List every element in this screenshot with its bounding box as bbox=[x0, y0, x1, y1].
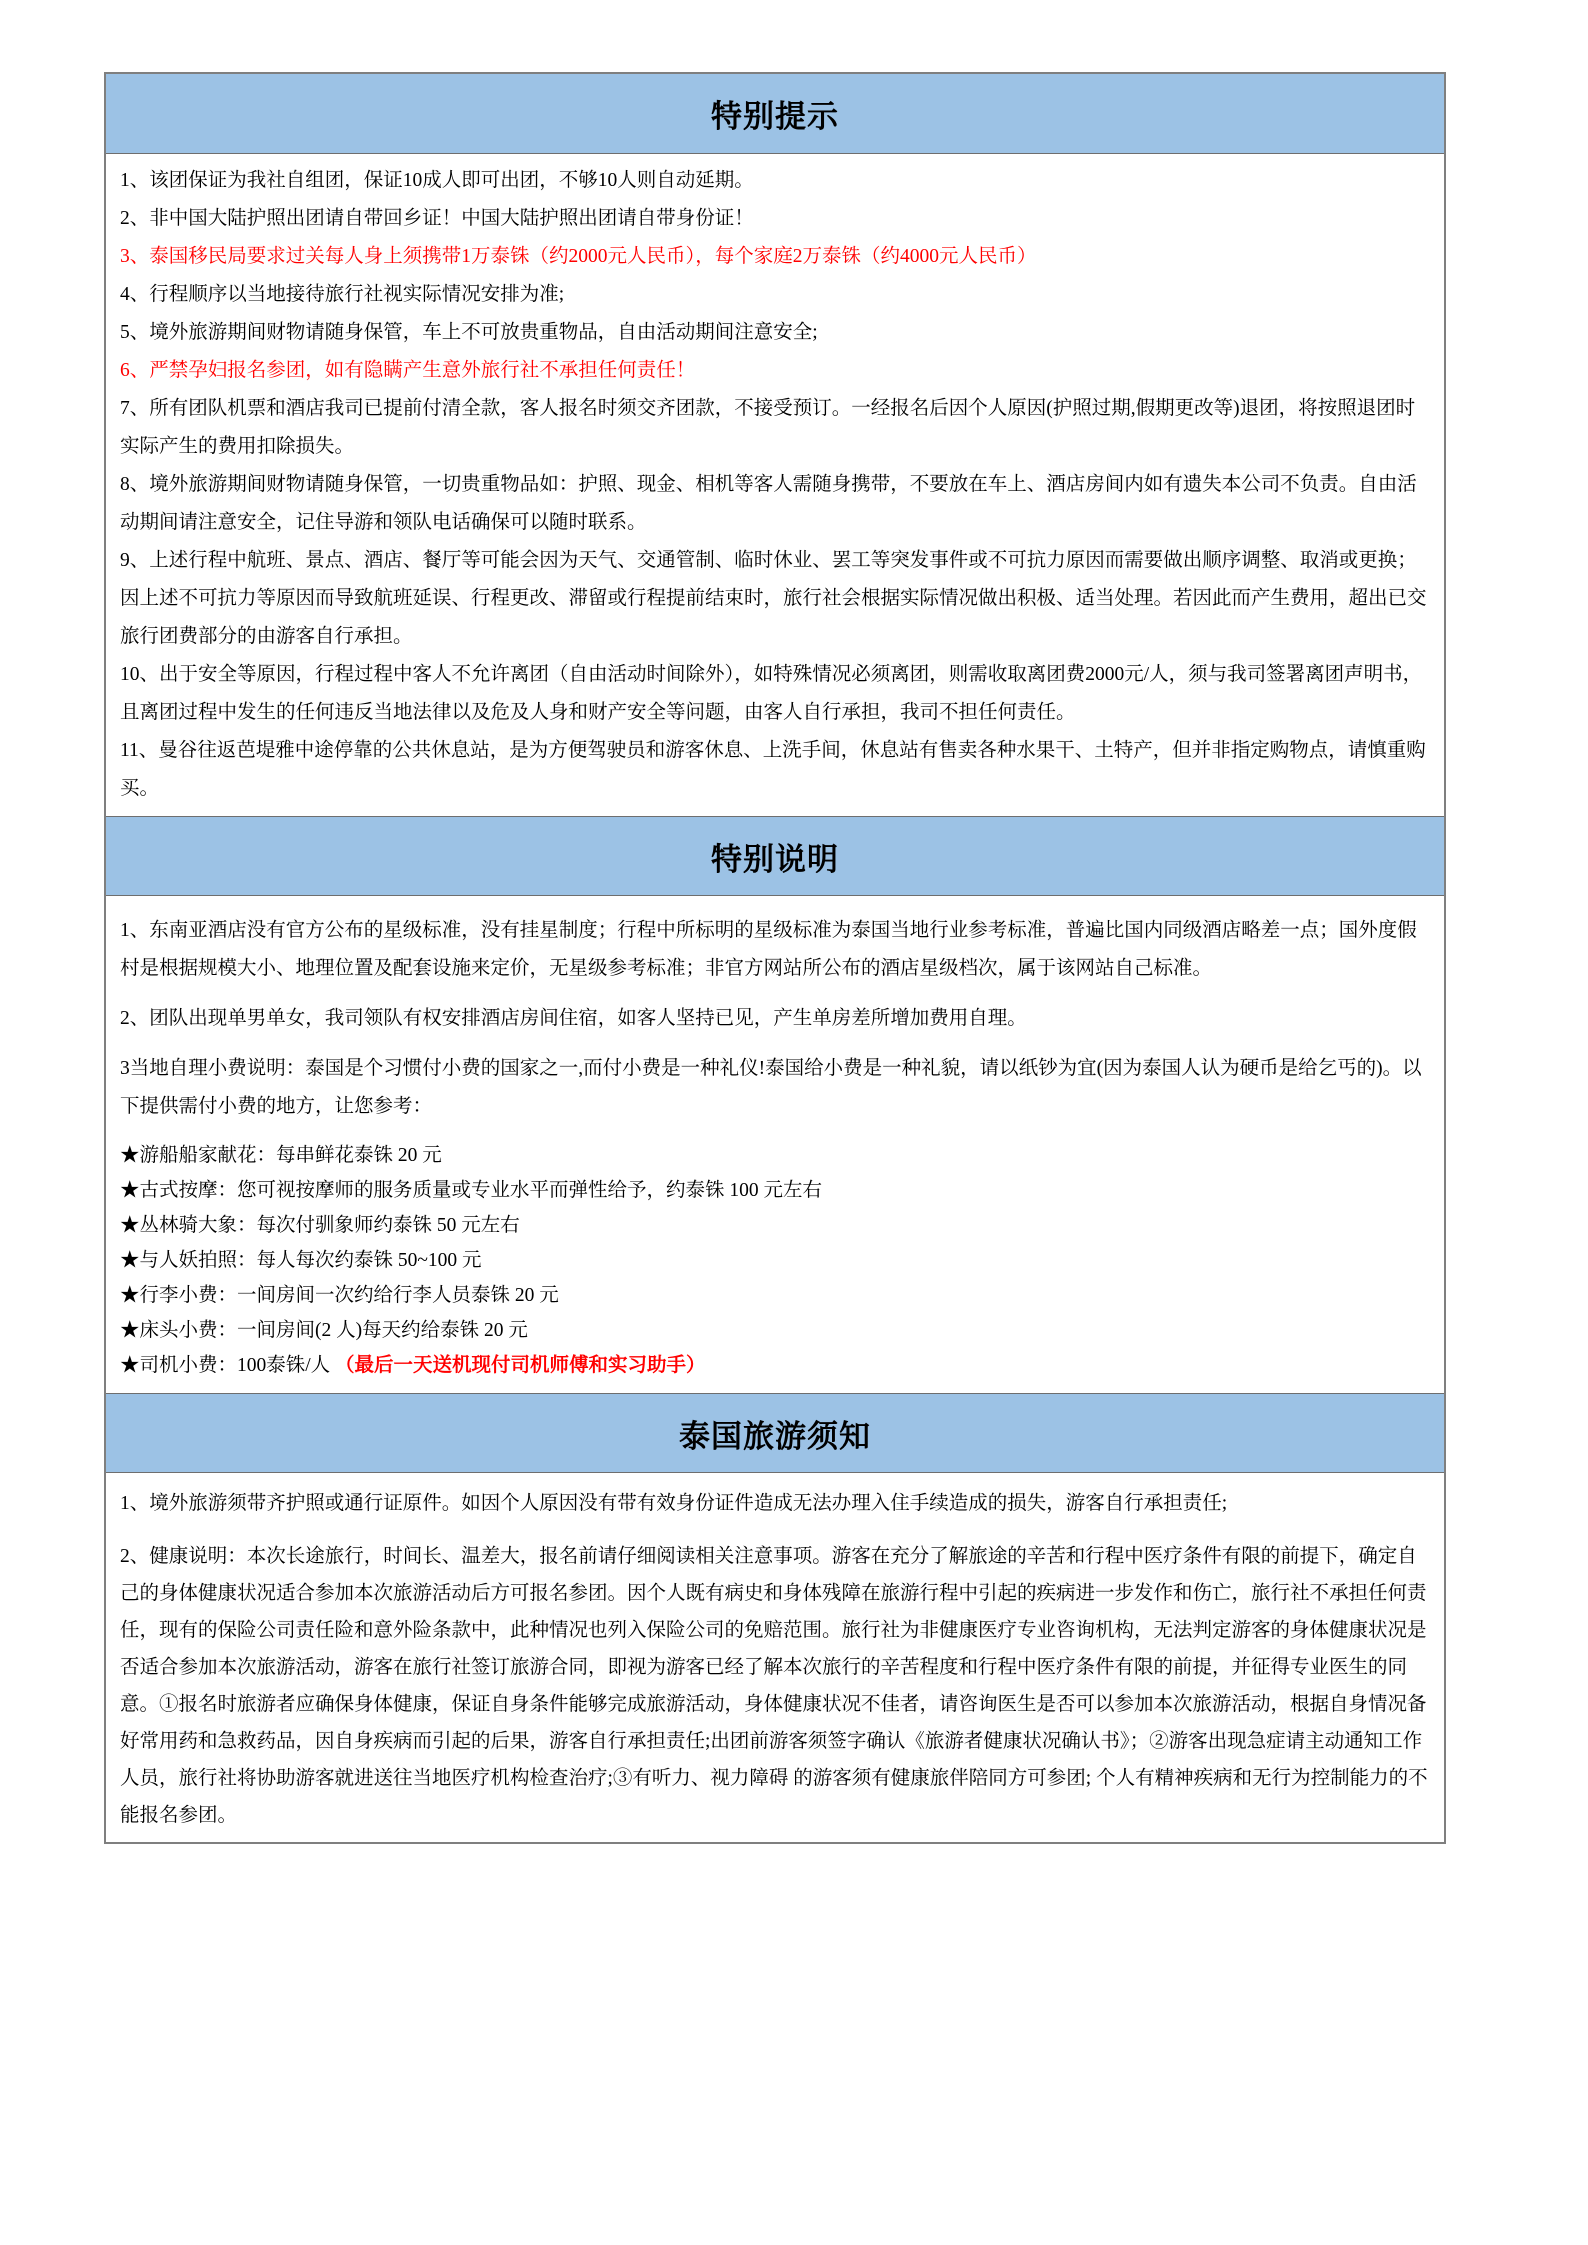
section-header-special-explanation bbox=[106, 816, 1444, 896]
paragraph bbox=[120, 466, 1428, 542]
paragraph bbox=[120, 1485, 1428, 1522]
text-segment: 11、曼谷往返芭堤雅中途停靠的公共休息站，是为方便驾驶员和游客休息、上洗手间，休息站有售卖各种水果干、土特产，但并非指定购物点，请慎重购买。 bbox=[120, 740, 1426, 799]
section-body-special-notice bbox=[106, 154, 1444, 816]
text-segment: ★司机小费：100泰铢/人 bbox=[120, 1355, 336, 1376]
paragraph bbox=[120, 1138, 1428, 1173]
section-header-thailand-travel-notes bbox=[106, 1393, 1444, 1473]
text-segment: 2、团队出现单男单女，我司领队有权安排酒店房间住宿，如客人坚持已见，产生单房差所增加费用自理。 bbox=[120, 1008, 1027, 1029]
paragraph bbox=[120, 542, 1428, 656]
text-segment: 9、上述行程中航班、景点、酒店、餐厅等可能会因为天气、交通管制、临时休业、罢工等突发事件或不可抗力原因而需要做出顺序调整、取消或更换；因上述不可抗力等原因而导致航班延误、行程更改、滞留或行程提前结束时，旅行社会根据实际情况做出积极、适当处理。若因此而产生费用，超出已交旅行团费部分的由游客自行承担。 bbox=[120, 550, 1427, 647]
section-header-special-notice bbox=[106, 74, 1444, 154]
paragraph bbox=[120, 1050, 1428, 1126]
text-segment: ★床头小费：一间房间(2 人)每天约给泰铢 20 元 bbox=[120, 1320, 528, 1341]
text-segment: 1、该团保证为我社自组团，保证10成人即可出团，不够10人则自动延期。 bbox=[120, 170, 754, 191]
section-title: 特别说明 bbox=[711, 841, 839, 877]
section-title: 泰国旅游须知 bbox=[679, 1418, 871, 1454]
text-segment: 2、非中国大陆护照出团请自带回乡证！中国大陆护照出团请自带身份证！ bbox=[120, 208, 754, 229]
paragraph bbox=[120, 238, 1428, 276]
notice-table bbox=[104, 72, 1446, 1844]
text-segment: 10、出于安全等原因，行程过程中客人不允许离团（自由活动时间除外），如特殊情况必须离团，则需收取离团费2000元/人，须与我司签署离团声明书，且离团过程中发生的任何违反当地法律以及危及人身和财产安全等问题，由客人自行承担，我司不担任何责任。 bbox=[120, 664, 1423, 723]
section-title: 特别提示 bbox=[711, 99, 839, 134]
text-segment: ★游船船家献花：每串鲜花泰铢 20 元 bbox=[120, 1145, 442, 1166]
paragraph bbox=[120, 732, 1428, 808]
text-segment: 1、东南亚酒店没有官方公布的星级标准，没有挂星制度；行程中所标明的星级标准为泰国当地行业参考标准，普遍比国内同级酒店略差一点；国外度假村是根据规模大小、地理位置及配套设施来定价，无星级参考标准；非官方网站所公布的酒店星级档次，属于该网站自己标准。 bbox=[120, 920, 1417, 979]
paragraph bbox=[120, 390, 1428, 466]
text-segment: 3当地自理小费说明：泰国是个习惯付小费的国家之一,而付小费是一种礼仪!泰国给小费是一种礼貌，请以纸钞为宜(因为泰国人认为硬币是给乞丐的)。以下提供需付小费的地方，让您参考： bbox=[120, 1058, 1422, 1117]
paragraph bbox=[120, 1278, 1428, 1313]
paragraph bbox=[120, 1208, 1428, 1243]
paragraph bbox=[120, 1538, 1428, 1834]
paragraph bbox=[120, 912, 1428, 988]
paragraph bbox=[120, 314, 1428, 352]
paragraph bbox=[120, 1000, 1428, 1038]
paragraph bbox=[120, 200, 1428, 238]
text-segment: ★与人妖拍照：每人每次约泰铢 50~100 元 bbox=[120, 1250, 482, 1271]
text-segment: 8、境外旅游期间财物请随身保管，一切贵重物品如：护照、现金、相机等客人需随身携带，不要放在车上、酒店房间内如有遗失本公司不负责。自由活动期间请注意安全，记住导游和领队电话确保可以随时联系。 bbox=[120, 474, 1417, 533]
text-segment: 1、境外旅游须带齐护照或通行证原件。如因个人原因没有带有效身份证件造成无法办理入住手续造成的损失，游客自行承担责任; bbox=[120, 1493, 1228, 1514]
text-segment: ★行李小费：一间房间一次约给行李人员泰铢 20 元 bbox=[120, 1285, 559, 1306]
text-segment: 2、健康说明：本次长途旅行，时间长、温差大，报名前请仔细阅读相关注意事项。游客在充分了解旅途的辛苦和行程中医疗条件有限的前提下，确定自己的身体健康状况适合参加本次旅游活动后方可报名参团。因个人既有病史和身体残障在旅游行程中引起的疾病进一步发作和伤亡，旅行社不承担任何责任，现有的保险公司责任险和意外险条款中，此种情况也列入保险公司的免赔范围。旅行社为非健康医疗专业咨询机构，无法判定游客的身体健康状况是否适合参加本次旅游活动，游客在旅行社签订旅游合同，即视为游客已经了解本次旅行的辛苦程度和行程中医疗条件有限的前提，并征得专业医生的同意。①报名时旅游者应确保身体健康，保证自身条件能够完成旅游活动，身体健康状况不佳者，请咨询医生是否可以参加本次旅游活动，根据自身情况备好常用药和急救药品，因自身疾病而引起的后果，游客自行承担责任;出团前游客须签字确认《旅游者健康状况确认书》；②游客出现急症请主动通知工作人员，旅行社将协助游客就进送往当地医疗机构检查治疗;③有听力、视力障碍 的游客须有健康旅伴陪同方可参团; 个人有精神疾病和无行为控制能力的不能报名参团。 bbox=[120, 1546, 1428, 1826]
text-segment: 4、行程顺序以当地接待旅行社视实际情况安排为准; bbox=[120, 284, 565, 305]
paragraph bbox=[120, 1313, 1428, 1348]
text-segment: 5、境外旅游期间财物请随身保管，车上不可放贵重物品，自由活动期间注意安全; bbox=[120, 322, 818, 343]
text-segment: ★古式按摩：您可视按摩师的服务质量或专业水平而弹性给予，约泰铢 100 元左右 bbox=[120, 1180, 823, 1201]
paragraph bbox=[120, 276, 1428, 314]
text-segment: （最后一天送机现付司机师傅和实习助手） bbox=[335, 1355, 706, 1376]
paragraph bbox=[120, 352, 1428, 390]
section-body-thailand-travel-notes bbox=[106, 1473, 1444, 1842]
paragraph bbox=[120, 162, 1428, 200]
paragraph bbox=[120, 1243, 1428, 1278]
text-segment: 3、泰国移民局要求过关每人身上须携带1万泰铢（约2000元人民币），每个家庭2万泰铢（约4000元人民币） bbox=[120, 246, 1037, 267]
paragraph bbox=[120, 656, 1428, 732]
paragraph bbox=[120, 1348, 1428, 1383]
text-segment: 7、所有团队机票和酒店我司已提前付清全款，客人报名时须交齐团款，不接受预订。一经报名后因个人原因(护照过期,假期更改等)退团，将按照退团时实际产生的费用扣除损失。 bbox=[120, 398, 1416, 457]
text-segment: ★丛林骑大象：每次付驯象师约泰铢 50 元左右 bbox=[120, 1215, 520, 1236]
section-body-special-explanation bbox=[106, 896, 1444, 1393]
paragraph bbox=[120, 1173, 1428, 1208]
text-segment: 6、严禁孕妇报名参团，如有隐瞒产生意外旅行社不承担任何责任！ bbox=[120, 360, 696, 381]
